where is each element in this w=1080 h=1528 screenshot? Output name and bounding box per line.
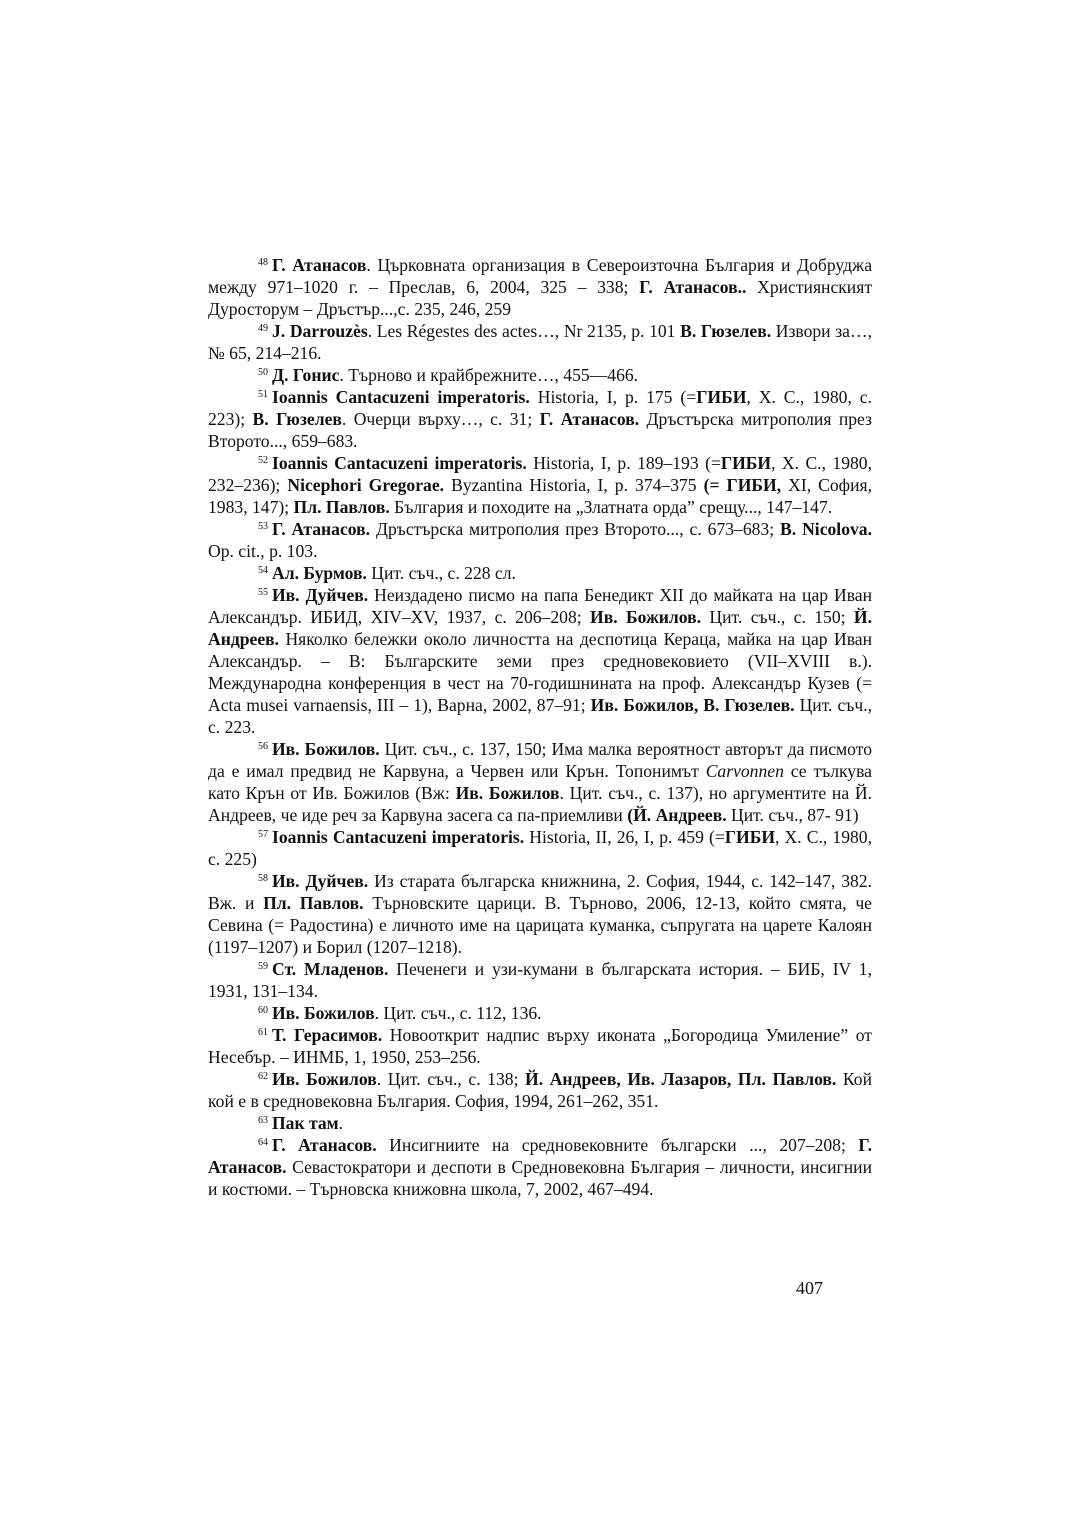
footnote-text: . Очерци върху…, с. 31; (341, 409, 540, 429)
footnote-61 (208, 1024, 872, 1068)
footnote-italic-text: Carvonnen (705, 761, 784, 781)
footnote-author: Ив. Божилов. (590, 607, 702, 627)
footnote-text: Historia, I, p. 189–193 (= (526, 453, 721, 473)
footnote-51 (208, 386, 872, 452)
footnote-55 (208, 584, 872, 738)
footnote-author: Ив. Божилов. (272, 739, 380, 759)
footnote-text: Севастократори и деспоти в Средновековна България – личности, инсигнии и костюми. – Търновска книжовна школа, 7, 2002, 467–494. (208, 1157, 872, 1199)
footnote-text: Новооткрит надпис върху иконата „Богородица Умиление” от Несебър. – ИНМБ, 1, 1950, 253–256. (208, 1025, 872, 1067)
footnote-text: Кой кой е в средновековна България. София, 1994, 261–262, 351. (208, 1069, 872, 1111)
footnote-author: Г. Атанасов. (539, 409, 640, 429)
footnote-author: Г. Атанасов.. (639, 277, 747, 297)
footnote-author: ГИБИ (724, 827, 776, 847)
footnote-number: 57 (258, 829, 268, 840)
footnote-author: Г. Атанасов. (208, 1135, 872, 1177)
footnote-59 (208, 958, 872, 1002)
footnote-text: Дръстърска митрополия през Второто..., с. 673–683; (370, 519, 781, 539)
footnote-64 (208, 1134, 872, 1200)
footnote-text: Неиздадено писмо на папа Бенедикт XII до майката на цар Иван Александър. ИБИД, XIV–XV, 1937, с. 206–208; (208, 585, 872, 627)
footnote-author: Ioannis Cantacuzeni imperatoris. (272, 387, 530, 407)
page-number: 407 (796, 1278, 823, 1298)
footnote-number: 55 (258, 587, 268, 598)
footnote-author: Д. Гонис (272, 365, 340, 385)
footnote-text: . Цит. съч., с. 137), но аргументите на Й. Андреев, че иде реч за Карвуна засега са па-приемливи (208, 783, 872, 825)
footnote-52 (208, 452, 872, 518)
footnote-text: . Цит. съч., с. 138; (376, 1069, 526, 1089)
footnote-48 (208, 254, 872, 320)
footnote-number: 50 (258, 367, 268, 378)
footnote-author: Nicephori Gregorae. (287, 475, 445, 495)
footnote-49 (208, 320, 872, 364)
footnote-text: . Търново и крайбрежните…, 455—466. (339, 365, 639, 385)
footnote-text: . Les Régestes des actes…, Nr 2135, p. 101 (367, 321, 681, 341)
footnote-text: , X. C., 1980, c. 223); (208, 387, 872, 429)
footnote-author: В. Гюзелев. (680, 321, 772, 341)
footnote-50 (208, 364, 872, 386)
footnote-text: Byzantina Historia, I, p. 374–375 (444, 475, 704, 495)
footnote-text: . Църковната организация в Североизточна България и Добруджа между 971–1020 г. – Преслав, 6, 2004, 325 – 338; (208, 255, 873, 297)
footnote-text: . (338, 1113, 344, 1133)
footnote-author: Ioannis Cantacuzeni imperatoris. (272, 827, 525, 847)
footnote-author: Г. Атанасов. (272, 519, 371, 539)
footnote-number: 61 (258, 1027, 268, 1038)
footnote-number: 59 (258, 961, 268, 972)
footnote-60 (208, 1002, 872, 1024)
footnote-text: Дръстърска митрополия през Второто..., 659–683. (208, 409, 873, 451)
footnote-number: 62 (258, 1071, 268, 1082)
footnote-text: Historia, II, 26, I, p. 459 (= (524, 827, 725, 847)
footnote-author: Г. Атанасов (272, 255, 367, 275)
footnote-author: J. Darrouzès (272, 321, 368, 341)
footnote-number: 63 (258, 1115, 268, 1126)
footnote-author: Ив. Дуйчев. (272, 585, 369, 605)
footnote-text: Печенеги и узи-кумани в българската история. – БИБ, IV 1, 1931, 131–134. (208, 959, 872, 1001)
footnote-author: (Й. Андреев. (627, 805, 727, 825)
footnote-number: 58 (258, 873, 268, 884)
footnote-author: B. Nicolova. (780, 519, 872, 539)
footnote-author: (= ГИБИ, (703, 475, 782, 495)
footnote-text: България и походите на „Златната орда” срещу..., 147–147. (389, 497, 833, 517)
footnote-text: Цит. съч., с. 137, 150; Има малка вероятност авторът да писмото да е имал предвид не Карвуна, а Червен или Крън. Топонимът (208, 739, 872, 781)
footnote-53 (208, 518, 872, 562)
footnote-author: Пл. Павлов. (293, 497, 390, 517)
footnote-number: 48 (258, 257, 268, 268)
footnote-author: ГИБИ (720, 453, 772, 473)
footnote-text: Извори за…, № 65, 214–216. (208, 321, 872, 363)
footnote-text: Няколко бележки около личността на деспотица Кераца, майка на цар Иван Александър. – В: Българските земи през средновековието (VII–XVIII в.). Международна конференция в чест на 70-годишнината на проф. Александър Кузев (= Acta musei varnaensis, III – 1), Варна, 2002, 87–91; (208, 629, 872, 715)
footnote-author: Й. Андреев, Ив. Лазаров, Пл. Павлов. (525, 1069, 837, 1089)
footnote-56 (208, 738, 872, 826)
footnote-58 (208, 870, 872, 958)
footnote-number: 56 (258, 741, 268, 752)
footnote-57 (208, 826, 872, 870)
footnote-text: Op. cit., p. 103. (208, 541, 318, 561)
footnote-author: В. Гюзелев (252, 409, 342, 429)
footnote-number: 51 (258, 389, 268, 400)
footnote-author: Й. Андреев. (208, 607, 873, 649)
footnote-number: 52 (258, 455, 268, 466)
footnote-author: Ив. Божилов (272, 1069, 377, 1089)
footnotes-block (208, 254, 872, 1200)
footnote-text: се тълкува като Крън от Ив. Божилов (Вж: (208, 761, 872, 803)
footnote-number: 49 (258, 323, 268, 334)
footnote-text: Християнският Дуросторум – Дръстър...,с. 235, 246, 259 (208, 277, 873, 319)
footnote-text: Цит. съч., с. 228 сл. (366, 563, 516, 583)
footnote-text: , X. C., 1980, 232–236); (208, 453, 873, 495)
footnote-author: Ал. Бурмов. (272, 563, 367, 583)
footnote-text: Из старата българска книжнина, 2. София, 1944, с. 142–147, 382. Вж. и (208, 871, 873, 913)
footnote-number: 53 (258, 521, 268, 532)
footnote-author: Пл. Павлов. (263, 893, 364, 913)
footnote-text: . Цит. съч., с. 112, 136. (374, 1003, 542, 1023)
footnote-text: Цит. съч., с. 150; (701, 607, 854, 627)
footnote-author: Ив. Дуйчев. (272, 871, 369, 891)
footnote-text: Цит. съч., 87- 91) (726, 805, 859, 825)
footnote-author: ГИБИ (696, 387, 747, 407)
footnote-author: Ив. Божилов, В. Гюзелев. (590, 695, 795, 715)
footnote-text: XI, София, 1983, 147); (208, 475, 872, 517)
footnote-author: Ив. Божилов (455, 783, 560, 803)
footnote-62 (208, 1068, 872, 1112)
footnote-number: 54 (258, 565, 268, 576)
footnote-text: , X. C., 1980, c. 225) (208, 827, 872, 869)
footnote-number: 64 (258, 1137, 268, 1148)
footnote-author: Пак там (272, 1113, 339, 1133)
footnote-number: 60 (258, 1005, 268, 1016)
footnote-author: Ioannis Cantacuzeni imperatoris. (272, 453, 527, 473)
footnote-54 (208, 562, 872, 584)
footnote-author: Ив. Божилов (272, 1003, 375, 1023)
footnote-63 (208, 1112, 872, 1134)
footnote-author: Т. Герасимов. (272, 1025, 383, 1045)
footnote-text: Historia, I, p. 175 (= (529, 387, 697, 407)
footnote-author: Г. Атанасов. (272, 1135, 377, 1155)
footnote-text: Търновските царици. В. Търново, 2006, 12-13, който смята, че Севина (= Радостина) е личното име на царицата куманка, съпругата на царете Калоян (1197–1207) и Борил (1207–1218). (208, 893, 872, 957)
footnote-text: Цит. съч., с. 223. (208, 695, 872, 737)
footnote-author: Ст. Младенов. (272, 959, 389, 979)
footnote-text: Инсигниите на средновековните български ..., 207–208; (376, 1135, 859, 1155)
